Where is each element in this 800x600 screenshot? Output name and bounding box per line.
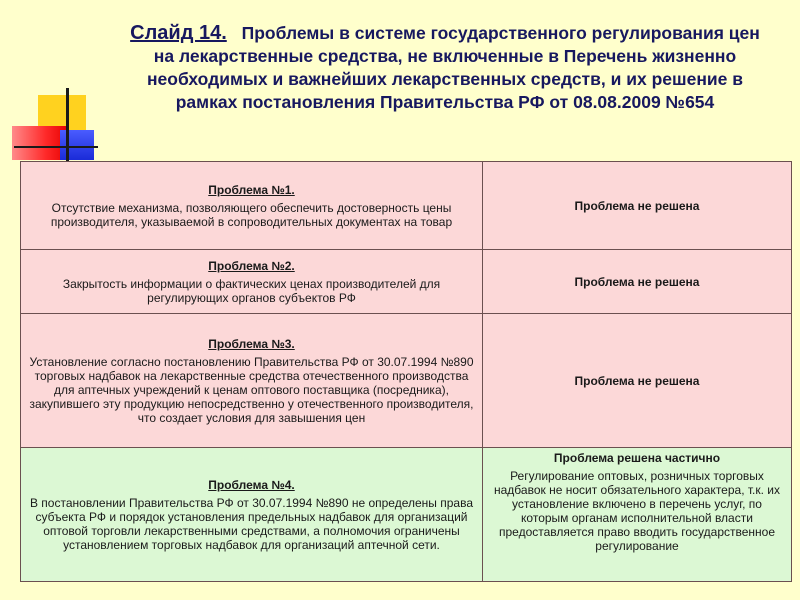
slide-number: Слайд 14. — [130, 22, 227, 44]
status-cell — [483, 162, 792, 250]
status-explanation: Регулирование оптовых, розничных торговых надбавок не носит обязательного характера, т.к. их установление включено в перечень услуг, по которым органам исполнительной власти предоставляется право вводить государственное регулирование — [494, 469, 780, 553]
problem-title: Проблема №4. — [208, 477, 295, 492]
problem-status: Проблема не решена — [574, 274, 700, 289]
problem-title: Проблема №3. — [208, 336, 295, 351]
slide-heading: Проблемы в системе государственного регулирования цен на лекарственные средства, не включенные в Перечень жизненно необходимых и важнейших лекарственных средств, и их решение в рамках постановления Правительства РФ от 08.08.2009 №654 — [146, 23, 760, 112]
status-cell — [483, 250, 792, 314]
decor-vertical-line — [66, 88, 69, 166]
problem-cell — [21, 448, 483, 582]
problem-cell — [21, 162, 483, 250]
problem-text: Закрытость информации о фактических ценах производителей для регулирующих органов субъектов РФ — [62, 276, 441, 305]
problem-title: Проблема №1. — [208, 182, 295, 197]
table-row-problem-2 — [21, 250, 792, 314]
problem-title: Проблема №2. — [208, 258, 295, 273]
problem-cell — [21, 250, 483, 314]
status-cell — [483, 448, 792, 582]
status-cell — [483, 314, 792, 448]
table-row-problem-3 — [21, 314, 792, 448]
problems-table — [20, 161, 792, 582]
problem-text: В постановлении Правительства РФ от 30.07.1994 №890 не определены права субъекта РФ и порядок установления предельных надбавок для организаций оптовой торговли лекарственными средствами, а полномочия ограничены установлением торговых надбавок для организаций аптечной сети. — [29, 495, 474, 552]
table-row-problem-4 — [21, 448, 792, 582]
problem-text: Отсутствие механизма, позволяющего обеспечить достоверность цены производителя, указываемой в сопроводительных документах на товар — [50, 200, 453, 229]
problem-text: Установление согласно постановлению Правительства РФ от 30.07.1994 №890 торговых надбавок на лекарственные средства отечественного производства для аптечных учреждений к ценам оптового поставщика (посредника), закупившего эту продукцию непосредственно у отечественного производителя, что создает условия для завышения цен — [29, 354, 474, 425]
problem-status: Проблема не решена — [574, 198, 700, 213]
problem-cell — [21, 314, 483, 448]
slide-title — [120, 22, 770, 114]
problem-status: Проблема решена частично — [553, 451, 721, 465]
problem-status: Проблема не решена — [574, 373, 700, 388]
table-row-problem-1 — [21, 162, 792, 250]
decor-horizontal-line — [14, 146, 98, 148]
